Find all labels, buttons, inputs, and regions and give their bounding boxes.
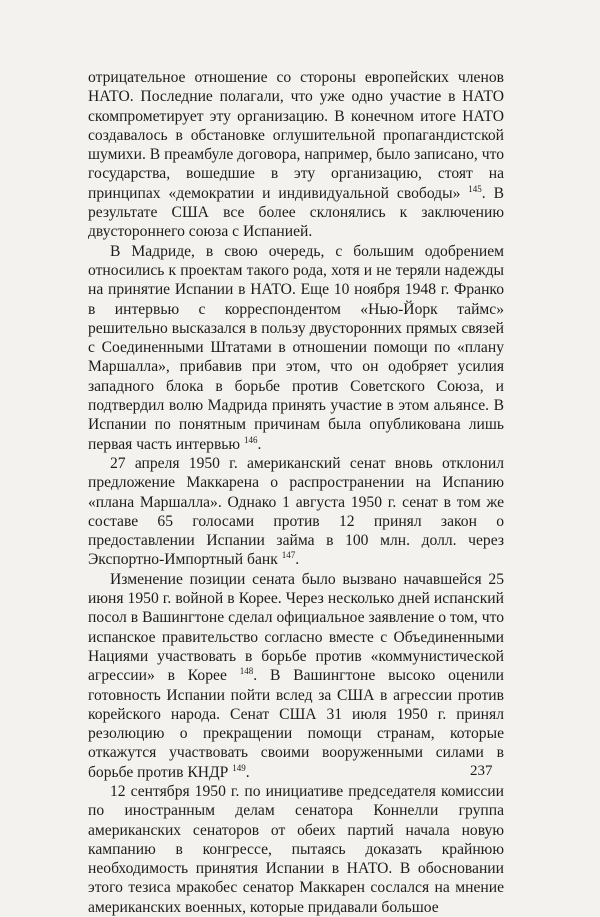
paragraph-4: [88, 570, 504, 782]
document-page: [88, 68, 504, 917]
paragraph-5: [88, 782, 504, 917]
footnote-ref-145: 145: [468, 183, 482, 194]
footnote-ref-146: 146: [243, 434, 258, 445]
paragraph-5-text: 12 сентября 1950 г. по инициативе председателя комиссии по иностранным делам сенатора Коннелли группа американских сенаторов от обеих партий начала новую кампанию в конгрессе, пытаясь доказать крайнюю необходимость принятия Испании в НАТО. В обосновании этого тезиса мракобес сенатор Маккарен сослался на мнение американских военных, которые придавали большое: [88, 782, 504, 916]
footnote-ref-149: 149: [232, 762, 246, 773]
paragraph-2-tail: .: [257, 435, 262, 453]
page-number: 237: [470, 763, 493, 779]
paragraph-3-tail: .: [295, 551, 300, 569]
paragraph-1-text: отрицательное отношение со стороны европейских членов НАТО. Последние полагали, что уже одно участие в НАТО скомпрометирует эту организацию. В конечном итоге НАТО создавалось в обстановке оглушительной пропагандистской шумихи. В преамбуле договора, например, было записано, что государства, вошедшие в эту организацию, стоят на принципах «демократии и индивидуальной свободы»: [88, 69, 504, 202]
footnote-ref-147: 147: [281, 550, 296, 561]
paragraph-3-text: 27 апреля 1950 г. американский сенат вновь отклонил предложение Маккарена о распространении на Испанию «плана Маршалла». Однако 1 августа 1950 г. сенат в том же составе 65 голосами против 12 принял закон о предоставлении Испании займа в 100 млн. долл. через Экспортно-Импортный банк: [88, 454, 504, 569]
paragraph-2-text: В Мадриде, в свою очередь, с большим одобрением относились к проектам такого рода, хотя и не теряли надежды на принятие Испании в НАТО. Еще 10 ноября 1948 г. Франко в интервью с корреспондентом «Нью-Йорк таймс» решительно высказался в пользу двусторонних прямых связей с Соединенными Штатами в отношении помощи по «плану Маршалла», прибавив при этом, что он одобряет усилия западного блока в борьбе против Советского Союза, и подтвердил волю Мадрида принять участие в этом альянсе. В Испании по понятным причинам была опубликована лишь первая часть интервью: [88, 242, 504, 453]
paragraph-1: [88, 68, 504, 242]
paragraph-4-tail-2: .: [245, 763, 250, 781]
paragraph-4-text: Изменение позиции сената было вызвано начавшейся 25 июня 1950 г. войной в Корее. Через несколько дней испанский посол в Вашингтоне сделал официальное заявление о том, что испанское правительство согласно вместе с Объединенными Нациями участвовать в борьбе против «коммунистической агрессии» в Корее: [88, 570, 504, 685]
paragraph-3: [88, 454, 504, 570]
footnote-ref-148: 148: [239, 666, 254, 677]
paragraph-4-tail: . В Вашингтоне высоко оценили готовность Испании пойти вслед за США в агрессии против корейского народа. Сенат США 31 июля 1950 г. принял резолюцию о прекращении помощи странам, которые откажутся участвовать своими вооруженными силами в борьбе против КНДР: [88, 667, 505, 781]
paragraph-1-tail: . В результате США все более склонялись к заключению двустороннего союза с Испанией.: [88, 184, 504, 241]
paragraph-2: [88, 242, 504, 454]
